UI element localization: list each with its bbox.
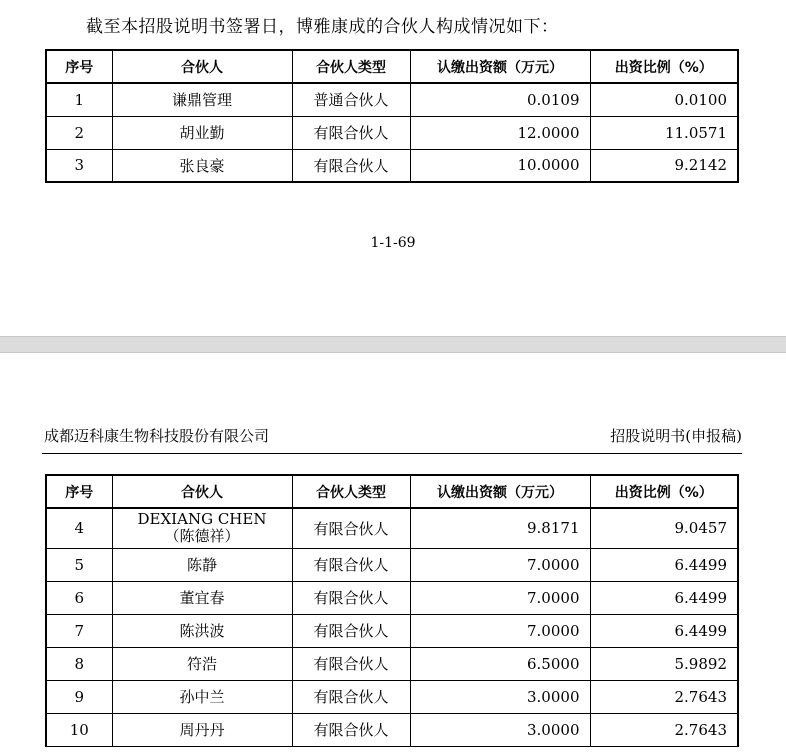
cell-partner: 周丹丹: [112, 713, 292, 746]
cell-no: 6: [46, 581, 112, 614]
cell-type: 有限合伙人: [292, 581, 410, 614]
cell-ratio: 6.4499: [590, 548, 738, 581]
table-header-row: [46, 475, 738, 508]
cell-type: 有限合伙人: [292, 713, 410, 746]
cell-partner: 谦鼎管理: [112, 83, 292, 116]
cell-partner: 陈静: [112, 548, 292, 581]
cell-ratio: 5.9892: [590, 647, 738, 680]
page-number: 1-1-69: [370, 235, 416, 251]
cell-partner: [112, 508, 292, 548]
cell-amount: 9.8171: [410, 508, 590, 548]
cell-amount: 7.0000: [410, 548, 590, 581]
column-header-type: 合伙人类型: [292, 475, 410, 508]
cell-no: 5: [46, 548, 112, 581]
cell-amount: 7.0000: [410, 581, 590, 614]
cell-no: 1: [46, 83, 112, 116]
cell-no: 10: [46, 713, 112, 746]
table-row: [46, 149, 738, 182]
column-header-ratio: 出资比例（%）: [590, 50, 738, 83]
table-row: [46, 83, 738, 116]
cell-no: 8: [46, 647, 112, 680]
cell-ratio: 2.7643: [590, 713, 738, 746]
cell-type: 有限合伙人: [292, 508, 410, 548]
document-page-bottom: [0, 353, 786, 755]
cell-amount: 10.0000: [410, 149, 590, 182]
partner-table-part-2: [45, 474, 739, 747]
column-header-partner: 合伙人: [112, 50, 292, 83]
intro-paragraph: 截至本招股说明书签署日，博雅康成的合伙人构成情况如下：: [86, 17, 559, 37]
cell-type: 有限合伙人: [292, 614, 410, 647]
table-header-row: [46, 50, 738, 83]
table-row: [46, 581, 738, 614]
partner-name-chinese: （陈德祥）: [164, 527, 240, 546]
cell-ratio: 6.4499: [590, 581, 738, 614]
cell-amount: 3.0000: [410, 680, 590, 713]
cell-amount: 7.0000: [410, 614, 590, 647]
cell-amount: 6.5000: [410, 647, 590, 680]
table-row: [46, 116, 738, 149]
cell-ratio: 2.7643: [590, 680, 738, 713]
column-header-ratio: 出资比例（%）: [590, 475, 738, 508]
cell-no: 7: [46, 614, 112, 647]
cell-type: 普通合伙人: [292, 83, 410, 116]
header-document-type: 招股说明书(申报稿): [610, 427, 742, 445]
cell-amount: 3.0000: [410, 713, 590, 746]
cell-partner: 陈洪波: [112, 614, 292, 647]
page-separator: [0, 336, 786, 353]
cell-no: 4: [46, 508, 112, 548]
column-header-amount: 认缴出资额（万元）: [410, 50, 590, 83]
header-company-name: 成都迈科康生物科技股份有限公司: [44, 427, 270, 445]
cell-partner: 符浩: [112, 647, 292, 680]
cell-partner: 董宜春: [112, 581, 292, 614]
cell-ratio: 11.0571: [590, 116, 738, 149]
table-row: [46, 647, 738, 680]
column-header-no: 序号: [46, 50, 112, 83]
column-header-amount: 认缴出资额（万元）: [410, 475, 590, 508]
table-row: [46, 548, 738, 581]
table-row: [46, 713, 738, 746]
cell-partner: 胡业勤: [112, 116, 292, 149]
partner-name-latin: DEXIANG CHEN: [137, 510, 267, 529]
table-row: [46, 680, 738, 713]
cell-amount: 0.0109: [410, 83, 590, 116]
table-row: [46, 614, 738, 647]
cell-ratio: 6.4499: [590, 614, 738, 647]
cell-type: 有限合伙人: [292, 680, 410, 713]
cell-no: 9: [46, 680, 112, 713]
cell-ratio: 9.0457: [590, 508, 738, 548]
cell-type: 有限合伙人: [292, 149, 410, 182]
document-page-top: [0, 0, 786, 336]
cell-no: 2: [46, 116, 112, 149]
cell-type: 有限合伙人: [292, 548, 410, 581]
cell-amount: 12.0000: [410, 116, 590, 149]
table-row: [46, 508, 738, 548]
cell-partner: 张良豪: [112, 149, 292, 182]
cell-type: 有限合伙人: [292, 116, 410, 149]
cell-partner: 孙中兰: [112, 680, 292, 713]
partner-table-part-1: [45, 49, 739, 183]
cell-ratio: 0.0100: [590, 83, 738, 116]
cell-no: 3: [46, 149, 112, 182]
column-header-no: 序号: [46, 475, 112, 508]
cell-ratio: 9.2142: [590, 149, 738, 182]
column-header-type: 合伙人类型: [292, 50, 410, 83]
column-header-partner: 合伙人: [112, 475, 292, 508]
running-header: [42, 425, 742, 454]
cell-type: 有限合伙人: [292, 647, 410, 680]
